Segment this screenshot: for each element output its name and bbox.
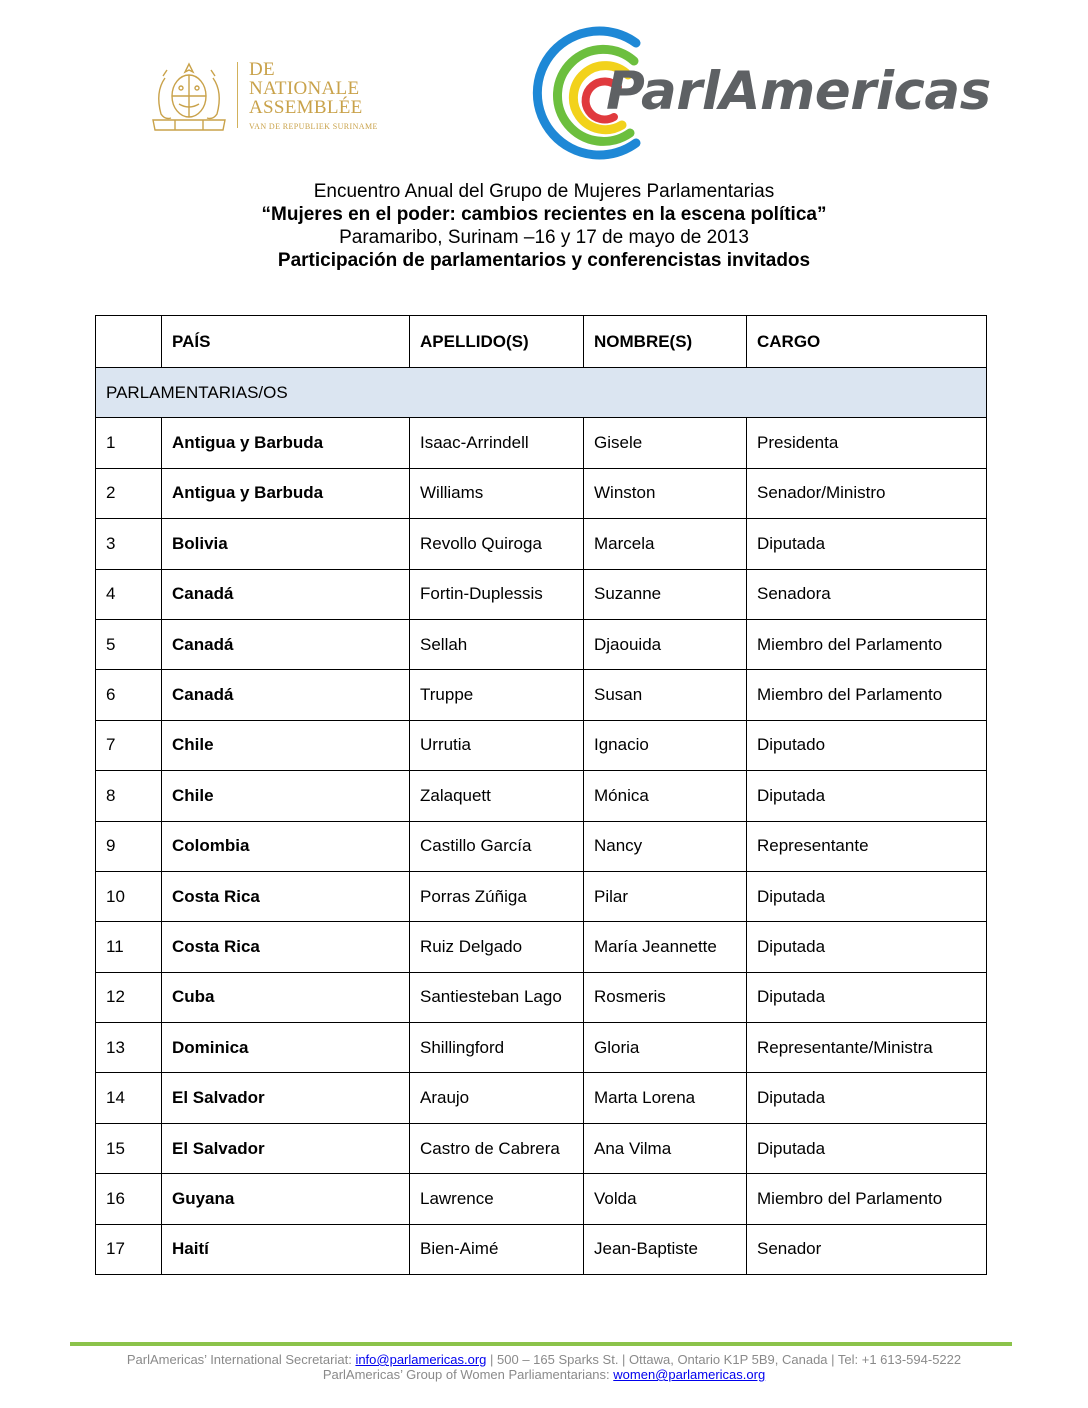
row-country: El Salvador	[162, 1073, 410, 1123]
row-role: Miembro del Parlamento	[747, 619, 987, 669]
row-number: 17	[96, 1224, 162, 1274]
row-country: Chile	[162, 771, 410, 821]
row-surname: Isaac-Arrindell	[410, 418, 584, 468]
row-role: Diputada	[747, 519, 987, 569]
row-country: Antigua y Barbuda	[162, 468, 410, 518]
table-row	[96, 418, 987, 468]
table-row	[96, 619, 987, 669]
table-row	[96, 972, 987, 1022]
info-email-link[interactable]: info@parlamericas.org	[355, 1352, 487, 1367]
row-name: Rosmeris	[584, 972, 747, 1022]
row-country: Cuba	[162, 972, 410, 1022]
footer-line-2	[0, 1367, 1088, 1382]
row-country: Canadá	[162, 619, 410, 669]
table-row	[96, 922, 987, 972]
row-name: Suzanne	[584, 569, 747, 619]
row-role: Diputada	[747, 922, 987, 972]
row-name: Marcela	[584, 519, 747, 569]
table-header-row	[96, 316, 987, 368]
row-number: 5	[96, 619, 162, 669]
row-name: Marta Lorena	[584, 1073, 747, 1123]
row-role: Senadora	[747, 569, 987, 619]
row-country: Antigua y Barbuda	[162, 418, 410, 468]
row-name: Djaouida	[584, 619, 747, 669]
footer-address: | 500 – 165 Sparks St. | Ottawa, Ontario K1P 5B9, Canada | Tel: +1 613-594-5222	[486, 1352, 962, 1367]
row-surname: Urrutia	[410, 720, 584, 770]
title-line-4: Participación de parlamentarios y conferencistas invitados	[277, 250, 811, 271]
row-surname: Santiesteban Lago	[410, 972, 584, 1022]
row-surname: Castillo García	[410, 821, 584, 871]
row-country: Bolivia	[162, 519, 410, 569]
row-surname: Araujo	[410, 1073, 584, 1123]
section-label: PARLAMENTARIAS/OS	[96, 368, 987, 418]
row-country: Canadá	[162, 569, 410, 619]
row-number: 9	[96, 821, 162, 871]
row-role: Miembro del Parlamento	[747, 670, 987, 720]
table-row	[96, 1023, 987, 1073]
row-surname: Truppe	[410, 670, 584, 720]
section-row	[96, 368, 987, 418]
row-number: 10	[96, 871, 162, 921]
row-role: Miembro del Parlamento	[747, 1174, 987, 1224]
header-role: CARGO	[747, 316, 987, 368]
row-number: 3	[96, 519, 162, 569]
row-role: Presidenta	[747, 418, 987, 468]
row-surname: Sellah	[410, 619, 584, 669]
row-name: Jean-Baptiste	[584, 1224, 747, 1274]
assembly-line-2: NATIONALE	[249, 78, 360, 99]
header-name: NOMBRE(S)	[584, 316, 747, 368]
parlamericas-logo	[510, 25, 991, 160]
row-name: Susan	[584, 670, 747, 720]
row-name: Winston	[584, 468, 747, 518]
row-role: Senador	[747, 1224, 987, 1274]
title-line-2: “Mujeres en el poder: cambios recientes en la escena política”	[261, 204, 827, 225]
table-row	[96, 468, 987, 518]
header-country: PAÍS	[162, 316, 410, 368]
row-surname: Revollo Quiroga	[410, 519, 584, 569]
footer-line-1	[0, 1352, 1088, 1367]
table-row	[96, 821, 987, 871]
parlamericas-wordmark: ParlAmericas	[606, 61, 991, 122]
assembly-name	[249, 60, 363, 117]
footer	[0, 1352, 1088, 1382]
table-row	[96, 1073, 987, 1123]
table-row	[96, 871, 987, 921]
row-number: 14	[96, 1073, 162, 1123]
header-surname: APELLIDO(S)	[410, 316, 584, 368]
row-number: 11	[96, 922, 162, 972]
row-number: 12	[96, 972, 162, 1022]
row-name: Mónica	[584, 771, 747, 821]
row-name: Ignacio	[584, 720, 747, 770]
row-name: Pilar	[584, 871, 747, 921]
row-surname: Porras Zúñiga	[410, 871, 584, 921]
row-name: Gloria	[584, 1023, 747, 1073]
table-row	[96, 670, 987, 720]
row-role: Representante/Ministra	[747, 1023, 987, 1073]
row-role: Diputada	[747, 1073, 987, 1123]
row-country: Canadá	[162, 670, 410, 720]
row-number: 1	[96, 418, 162, 468]
row-role: Diputada	[747, 1123, 987, 1173]
row-number: 7	[96, 720, 162, 770]
assembly-subtitle: VAN DE REPUBLIEK SURINAME	[249, 122, 378, 131]
title-line-1: Encuentro Anual del Grupo de Mujeres Parlamentarias	[313, 181, 775, 202]
row-surname: Zalaquett	[410, 771, 584, 821]
table-row	[96, 569, 987, 619]
row-country: Colombia	[162, 821, 410, 871]
row-country: Dominica	[162, 1023, 410, 1073]
header-number	[96, 316, 162, 368]
row-country: El Salvador	[162, 1123, 410, 1173]
row-country: Costa Rica	[162, 871, 410, 921]
row-country: Guyana	[162, 1174, 410, 1224]
row-number: 6	[96, 670, 162, 720]
row-name: Ana Vilma	[584, 1123, 747, 1173]
row-country: Costa Rica	[162, 922, 410, 972]
table-row	[96, 1224, 987, 1274]
row-country: Chile	[162, 720, 410, 770]
row-surname: Shillingford	[410, 1023, 584, 1073]
row-role: Diputada	[747, 871, 987, 921]
assembly-line-3: ASSEMBLÉE	[249, 97, 363, 118]
row-surname: Williams	[410, 468, 584, 518]
row-number: 8	[96, 771, 162, 821]
row-role: Diputada	[747, 972, 987, 1022]
footer-group-label: ParlAmericas’ Group of Women Parliamentarians:	[322, 1367, 614, 1382]
table-row	[96, 1174, 987, 1224]
assembly-line-1: DE	[249, 59, 275, 80]
table-row	[96, 1123, 987, 1173]
row-role: Representante	[747, 821, 987, 871]
row-surname: Fortin-Duplessis	[410, 569, 584, 619]
logo-divider	[237, 62, 238, 128]
row-number: 4	[96, 569, 162, 619]
participants-table	[95, 315, 987, 1275]
national-assembly-logo	[145, 58, 378, 138]
row-role: Senador/Ministro	[747, 468, 987, 518]
row-surname: Castro de Cabrera	[410, 1123, 584, 1173]
document-title	[0, 180, 1088, 272]
suriname-coat-of-arms-icon	[145, 58, 233, 134]
row-name: María Jeannette	[584, 922, 747, 972]
table-row	[96, 720, 987, 770]
footer-secretariat-label: ParlAmericas’ International Secretariat:	[126, 1352, 356, 1367]
row-country: Haití	[162, 1224, 410, 1274]
row-surname: Lawrence	[410, 1174, 584, 1224]
row-number: 16	[96, 1174, 162, 1224]
row-number: 2	[96, 468, 162, 518]
row-name: Gisele	[584, 418, 747, 468]
row-name: Nancy	[584, 821, 747, 871]
row-name: Volda	[584, 1174, 747, 1224]
row-surname: Bien-Aimé	[410, 1224, 584, 1274]
table-row	[96, 519, 987, 569]
table-row	[96, 771, 987, 821]
row-number: 15	[96, 1123, 162, 1173]
row-number: 13	[96, 1023, 162, 1073]
footer-divider	[70, 1342, 1012, 1346]
row-role: Diputado	[747, 720, 987, 770]
row-surname: Ruiz Delgado	[410, 922, 584, 972]
row-role: Diputada	[747, 771, 987, 821]
title-line-3: Paramaribo, Surinam –16 y 17 de mayo de 2013	[339, 227, 749, 248]
women-email-link[interactable]: women@parlamericas.org	[613, 1367, 766, 1382]
